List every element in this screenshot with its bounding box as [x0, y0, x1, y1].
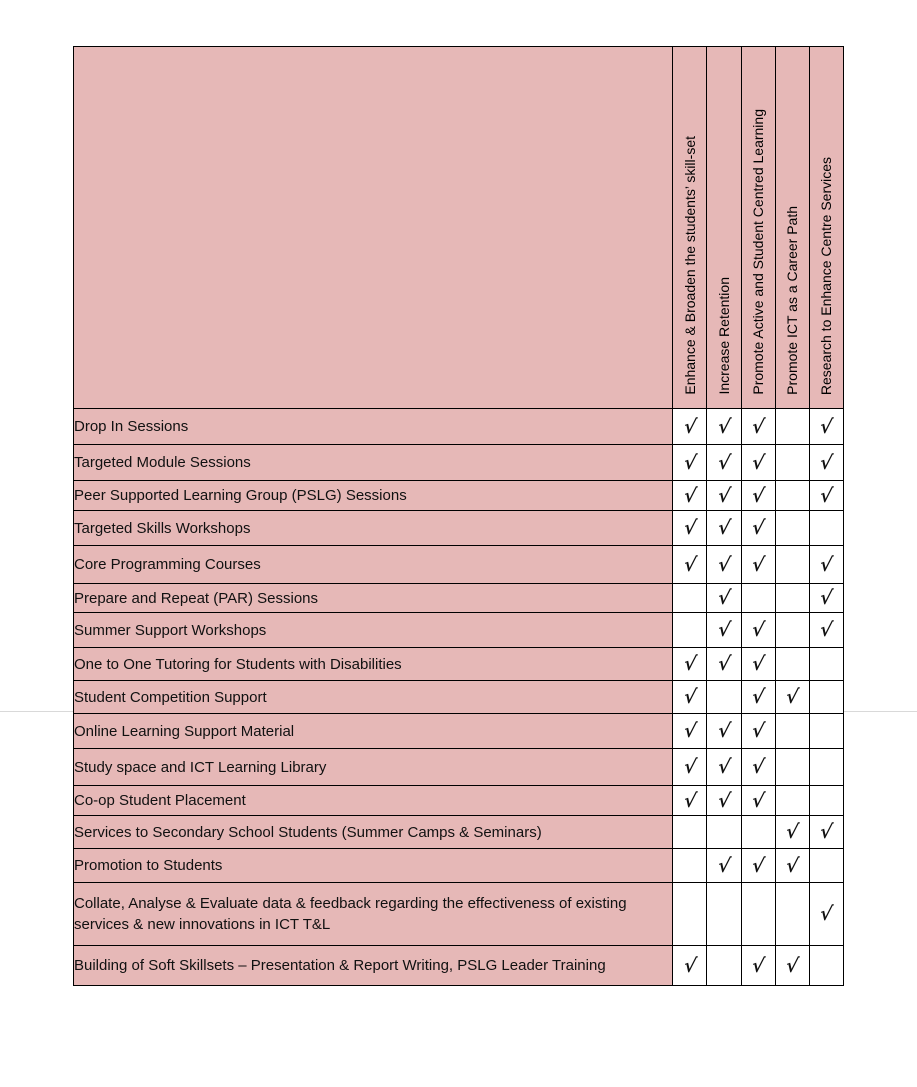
checkmark-icon: √: [750, 553, 766, 576]
checkmark-icon: √: [784, 821, 801, 843]
mark-cell: [775, 883, 809, 946]
mark-cell: [809, 445, 843, 481]
checkmark-icon: √: [750, 720, 766, 742]
mark-cell: [707, 681, 741, 714]
checkmark-icon: √: [682, 553, 698, 576]
row-label: Building of Soft Skillsets – Presentation & Report Writing, PSLG Leader Training: [74, 946, 673, 986]
mark-cell: [707, 648, 741, 681]
checkmark-icon: √: [716, 517, 732, 539]
table-row: [74, 681, 844, 714]
mark-cell: [775, 511, 809, 546]
mark-cell: [775, 546, 809, 584]
mark-cell: [741, 511, 775, 546]
row-label: Promotion to Students: [74, 849, 673, 883]
mark-cell: [673, 648, 707, 681]
mark-cell: [809, 946, 843, 986]
mark-cell: [809, 409, 843, 445]
checkmark-icon: √: [682, 484, 698, 507]
mark-cell: [673, 946, 707, 986]
table-row: [74, 546, 844, 584]
row-label: Prepare and Repeat (PAR) Sessions: [74, 584, 673, 613]
row-label: Targeted Skills Workshops: [74, 511, 673, 546]
mark-cell: [809, 546, 843, 584]
column-header: [673, 47, 707, 409]
mark-cell: [775, 749, 809, 786]
checkmark-icon: √: [818, 415, 835, 438]
mark-cell: [775, 481, 809, 511]
mark-cell: [741, 648, 775, 681]
row-label: Summer Support Workshops: [74, 613, 673, 648]
mark-cell: [673, 749, 707, 786]
mark-cell: [707, 409, 741, 445]
mark-cell: [707, 584, 741, 613]
mark-cell: [775, 714, 809, 749]
mark-cell: [673, 786, 707, 816]
mark-cell: [741, 786, 775, 816]
mark-cell: [775, 681, 809, 714]
checkmark-icon: √: [750, 954, 766, 977]
checkmark-icon: √: [716, 854, 732, 877]
mark-cell: [707, 883, 741, 946]
row-label: Core Programming Courses: [74, 546, 673, 584]
row-label: Co-op Student Placement: [74, 786, 673, 816]
checkmark-icon: √: [818, 821, 835, 843]
table-row: [74, 481, 844, 511]
mark-cell: [741, 681, 775, 714]
table-row: [74, 946, 844, 986]
checkmark-icon: √: [682, 653, 698, 675]
mark-cell: [809, 584, 843, 613]
checkmark-icon: √: [784, 954, 801, 977]
table-row: [74, 613, 844, 648]
mark-cell: [673, 481, 707, 511]
mark-cell: [809, 648, 843, 681]
header-row: [74, 47, 844, 409]
column-header: [775, 47, 809, 409]
checkmark-icon: √: [716, 587, 732, 609]
column-header-label: Promote Active and Student Centred Learning: [750, 109, 767, 395]
table-row: [74, 883, 844, 946]
mark-cell: [809, 511, 843, 546]
mark-cell: [673, 613, 707, 648]
mark-cell: [775, 409, 809, 445]
checkmark-icon: √: [784, 854, 801, 877]
mark-cell: [707, 849, 741, 883]
mark-cell: [741, 714, 775, 749]
mark-cell: [673, 883, 707, 946]
mark-cell: [707, 546, 741, 584]
mark-cell: [809, 849, 843, 883]
checkmark-icon: √: [750, 686, 766, 708]
checkmark-icon: √: [784, 686, 801, 708]
column-header-label: Enhance & Broaden the students’ skill-set: [681, 136, 698, 395]
checkmark-icon: √: [682, 415, 698, 438]
mark-cell: [741, 546, 775, 584]
mark-cell: [809, 749, 843, 786]
mark-cell: [673, 409, 707, 445]
mark-cell: [741, 849, 775, 883]
checkmark-icon: √: [818, 619, 835, 641]
checkmark-icon: √: [750, 653, 766, 675]
mark-cell: [809, 816, 843, 849]
mark-cell: [741, 584, 775, 613]
mark-cell: [673, 511, 707, 546]
mark-cell: [673, 816, 707, 849]
row-label: Study space and ICT Learning Library: [74, 749, 673, 786]
mark-cell: [741, 816, 775, 849]
mark-cell: [775, 613, 809, 648]
mark-cell: [809, 481, 843, 511]
table-row: [74, 511, 844, 546]
mark-cell: [673, 584, 707, 613]
corner-cell: [74, 47, 673, 409]
column-header: [707, 47, 741, 409]
column-header: [809, 47, 843, 409]
checkmark-icon: √: [716, 553, 732, 576]
mark-cell: [775, 648, 809, 681]
checkmark-icon: √: [716, 619, 732, 641]
mark-cell: [741, 445, 775, 481]
table-row: [74, 714, 844, 749]
mark-cell: [775, 946, 809, 986]
row-label: One to One Tutoring for Students with Disabilities: [74, 648, 673, 681]
row-label: Collate, Analyse & Evaluate data & feedback regarding the effectiveness of existing services & new innovations in ICT T&L: [74, 883, 673, 946]
checkmark-icon: √: [716, 484, 732, 507]
column-header-label: Promote ICT as a Career Path: [784, 206, 801, 395]
checkmark-icon: √: [750, 789, 766, 812]
checkmark-icon: √: [818, 553, 835, 576]
checkmark-icon: √: [716, 451, 732, 474]
mark-cell: [775, 816, 809, 849]
mark-cell: [775, 445, 809, 481]
mark-cell: [707, 445, 741, 481]
checkmark-icon: √: [818, 451, 835, 474]
mark-cell: [707, 946, 741, 986]
table-row: [74, 816, 844, 849]
checkmark-icon: √: [750, 756, 766, 778]
row-label: Student Competition Support: [74, 681, 673, 714]
checkmark-icon: √: [716, 789, 732, 812]
table-row: [74, 584, 844, 613]
checkmark-icon: √: [682, 954, 698, 977]
matrix-body: [74, 409, 844, 986]
row-label: Targeted Module Sessions: [74, 445, 673, 481]
column-header-label: Research to Enhance Centre Services: [818, 156, 835, 395]
mark-cell: [809, 883, 843, 946]
checkmark-icon: √: [716, 756, 732, 778]
checkmark-icon: √: [682, 756, 698, 778]
checkmark-icon: √: [716, 415, 732, 438]
checkmark-icon: √: [716, 653, 732, 675]
mark-cell: [673, 681, 707, 714]
mark-cell: [809, 786, 843, 816]
checkmark-icon: √: [750, 484, 766, 507]
row-label: Services to Secondary School Students (Summer Camps & Seminars): [74, 816, 673, 849]
checkmark-icon: √: [750, 415, 766, 438]
mark-cell: [673, 445, 707, 481]
mark-cell: [809, 681, 843, 714]
table-row: [74, 409, 844, 445]
mark-cell: [673, 546, 707, 584]
table-row: [74, 445, 844, 481]
mark-cell: [809, 613, 843, 648]
mark-cell: [809, 714, 843, 749]
column-header-label: Increase Retention: [716, 277, 733, 395]
table-row: [74, 749, 844, 786]
mark-cell: [775, 786, 809, 816]
checkmark-icon: √: [818, 903, 835, 925]
checkmark-icon: √: [750, 517, 766, 539]
mark-cell: [707, 816, 741, 849]
mark-cell: [707, 481, 741, 511]
checkmark-icon: √: [818, 587, 835, 609]
checkmark-icon: √: [682, 517, 698, 539]
mark-cell: [775, 849, 809, 883]
mark-cell: [707, 613, 741, 648]
checkmark-icon: √: [682, 686, 698, 708]
checkmark-icon: √: [750, 451, 766, 474]
row-label: Peer Supported Learning Group (PSLG) Sessions: [74, 481, 673, 511]
mark-cell: [741, 613, 775, 648]
column-header: [741, 47, 775, 409]
mark-cell: [673, 714, 707, 749]
mark-cell: [707, 749, 741, 786]
mark-cell: [741, 481, 775, 511]
row-label: Online Learning Support Material: [74, 714, 673, 749]
row-label: Drop In Sessions: [74, 409, 673, 445]
mark-cell: [707, 786, 741, 816]
mark-cell: [707, 714, 741, 749]
table-row: [74, 786, 844, 816]
services-objectives-matrix: [73, 46, 844, 986]
checkmark-icon: √: [716, 720, 732, 742]
mark-cell: [775, 584, 809, 613]
mark-cell: [741, 946, 775, 986]
checkmark-icon: √: [750, 619, 766, 641]
table-row: [74, 648, 844, 681]
checkmark-icon: √: [682, 451, 698, 474]
checkmark-icon: √: [818, 484, 835, 507]
mark-cell: [741, 883, 775, 946]
mark-cell: [741, 749, 775, 786]
table-row: [74, 849, 844, 883]
checkmark-icon: √: [682, 789, 698, 812]
mark-cell: [741, 409, 775, 445]
checkmark-icon: √: [750, 854, 766, 877]
mark-cell: [707, 511, 741, 546]
mark-cell: [673, 849, 707, 883]
checkmark-icon: √: [682, 720, 698, 742]
